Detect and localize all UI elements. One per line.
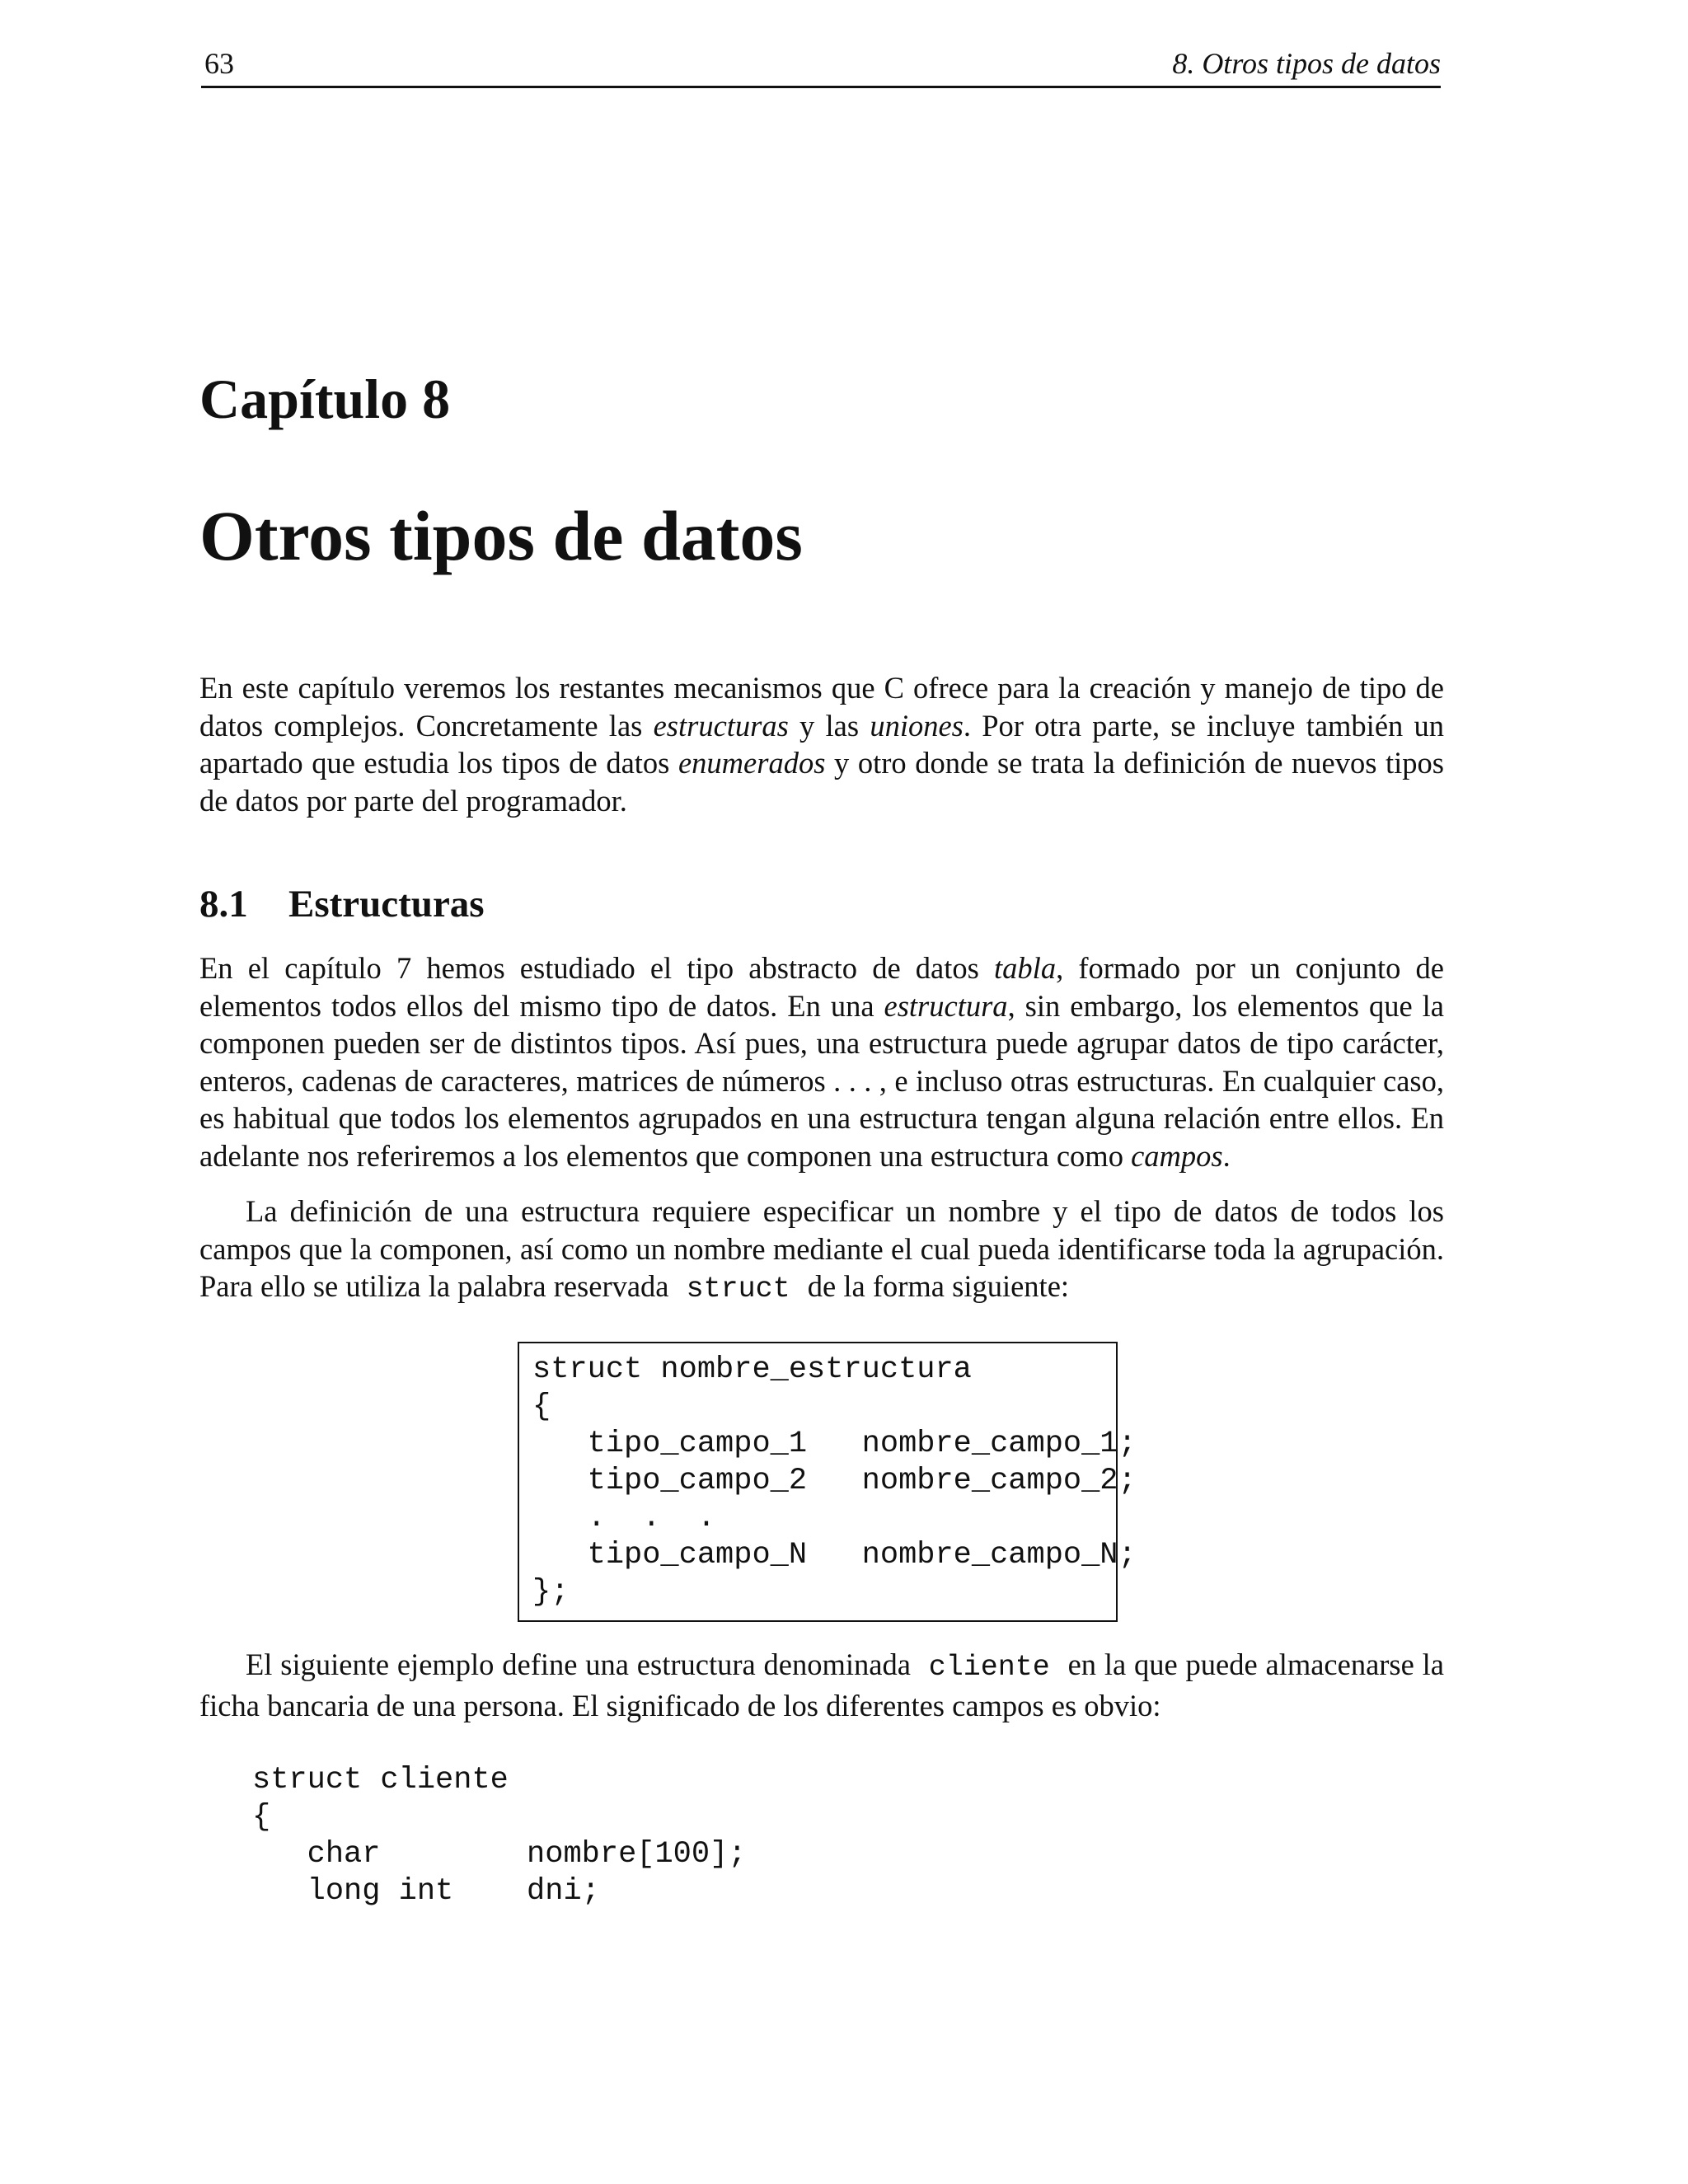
- body-paragraph: [199, 1193, 1444, 1309]
- code-line: };: [532, 1575, 570, 1610]
- example-code-line: long int dni;: [252, 1874, 600, 1909]
- text-run: de la forma siguiente:: [799, 1269, 1070, 1303]
- code-line: . . .: [532, 1501, 716, 1535]
- code-line: tipo_campo_1 nombre_campo_1;: [532, 1427, 1137, 1461]
- section-title: Estructuras: [288, 883, 485, 926]
- body-paragraph: [199, 949, 1444, 1174]
- code-line: {: [532, 1390, 551, 1424]
- text-run: En el capítulo 7 hemos estudiado el tipo abstracto de datos: [199, 951, 995, 985]
- text-run: , sin embargo, los elementos que la componen pueden ser de distintos tipos. Así pues, una estructura puede agrupar datos de tipo carácter, enteros, cadenas de caracteres, matrices de números . . . , e incluso otras estructuras. En cualquier caso, es habitual que todos los elementos agrupados en una estructura tengan alguna relación entre ellos. En adelante nos referiremos a los elementos que componen una estructura como: [199, 988, 1444, 1173]
- text-run: La definición de una estructura requiere especificar un nombre y el tipo de datos de todos los campos que la componen, así como un nombre mediante el cual pueda identificarse toda la agrupación. Para ello se utiliza la palabra reservada: [199, 1194, 1444, 1303]
- text-run: en la que puede almacenarse la ficha bancaria de una persona. El significado de los diferentes campos es obvio:: [199, 1647, 1445, 1722]
- code-line: tipo_campo_N nombre_campo_N;: [532, 1538, 1137, 1572]
- example-code-line: struct cliente: [252, 1763, 509, 1797]
- text-run: , formado por un conjunto de elementos todos ellos del mismo tipo de datos. En una: [199, 951, 1444, 1023]
- section-number: 8.1: [199, 883, 248, 926]
- inline-code: struct: [686, 1272, 790, 1305]
- body-paragraph: [199, 1646, 1444, 1724]
- text-run: y otro donde se trata la definición de nuevos tipos de datos por parte del programador.: [199, 746, 1445, 818]
- syntax-box: [518, 1342, 1137, 1622]
- emphasis: estructuras: [653, 708, 789, 743]
- page-number: 63: [204, 47, 234, 80]
- example-code-line: char nombre[100];: [252, 1837, 747, 1872]
- emphasis: uniones: [870, 708, 964, 743]
- text-run: En este capítulo veremos los restantes mecanismos que C ofrece para la creación y manejo de tipo de datos complejos. Concretamente las: [199, 671, 1444, 743]
- text-run: El siguiente ejemplo define una estructura denominada: [246, 1647, 919, 1681]
- inline-code: cliente: [928, 1651, 1050, 1684]
- section-heading: [199, 882, 485, 926]
- running-title: 8. Otros tipos de datos: [1172, 47, 1441, 80]
- intro-paragraph: [199, 669, 1444, 819]
- text-run: . Por otra parte, se incluye también un apartado que estudia los tipos de datos: [199, 708, 1445, 780]
- chapter-label: Capítulo 8: [199, 368, 451, 430]
- text-run: y las: [788, 708, 870, 743]
- code-line: tipo_campo_2 nombre_campo_2;: [532, 1464, 1137, 1498]
- emphasis: tabla: [994, 951, 1057, 985]
- code-line: struct nombre_estructura: [532, 1352, 972, 1387]
- example-code-line: {: [252, 1800, 271, 1835]
- emphasis: estructura: [884, 988, 1008, 1023]
- page-header: [201, 43, 1441, 88]
- text-run: .: [1222, 1138, 1231, 1173]
- chapter-title: Otros tipos de datos: [199, 496, 803, 575]
- emphasis: enumerados: [678, 746, 826, 780]
- emphasis: campos: [1131, 1138, 1223, 1173]
